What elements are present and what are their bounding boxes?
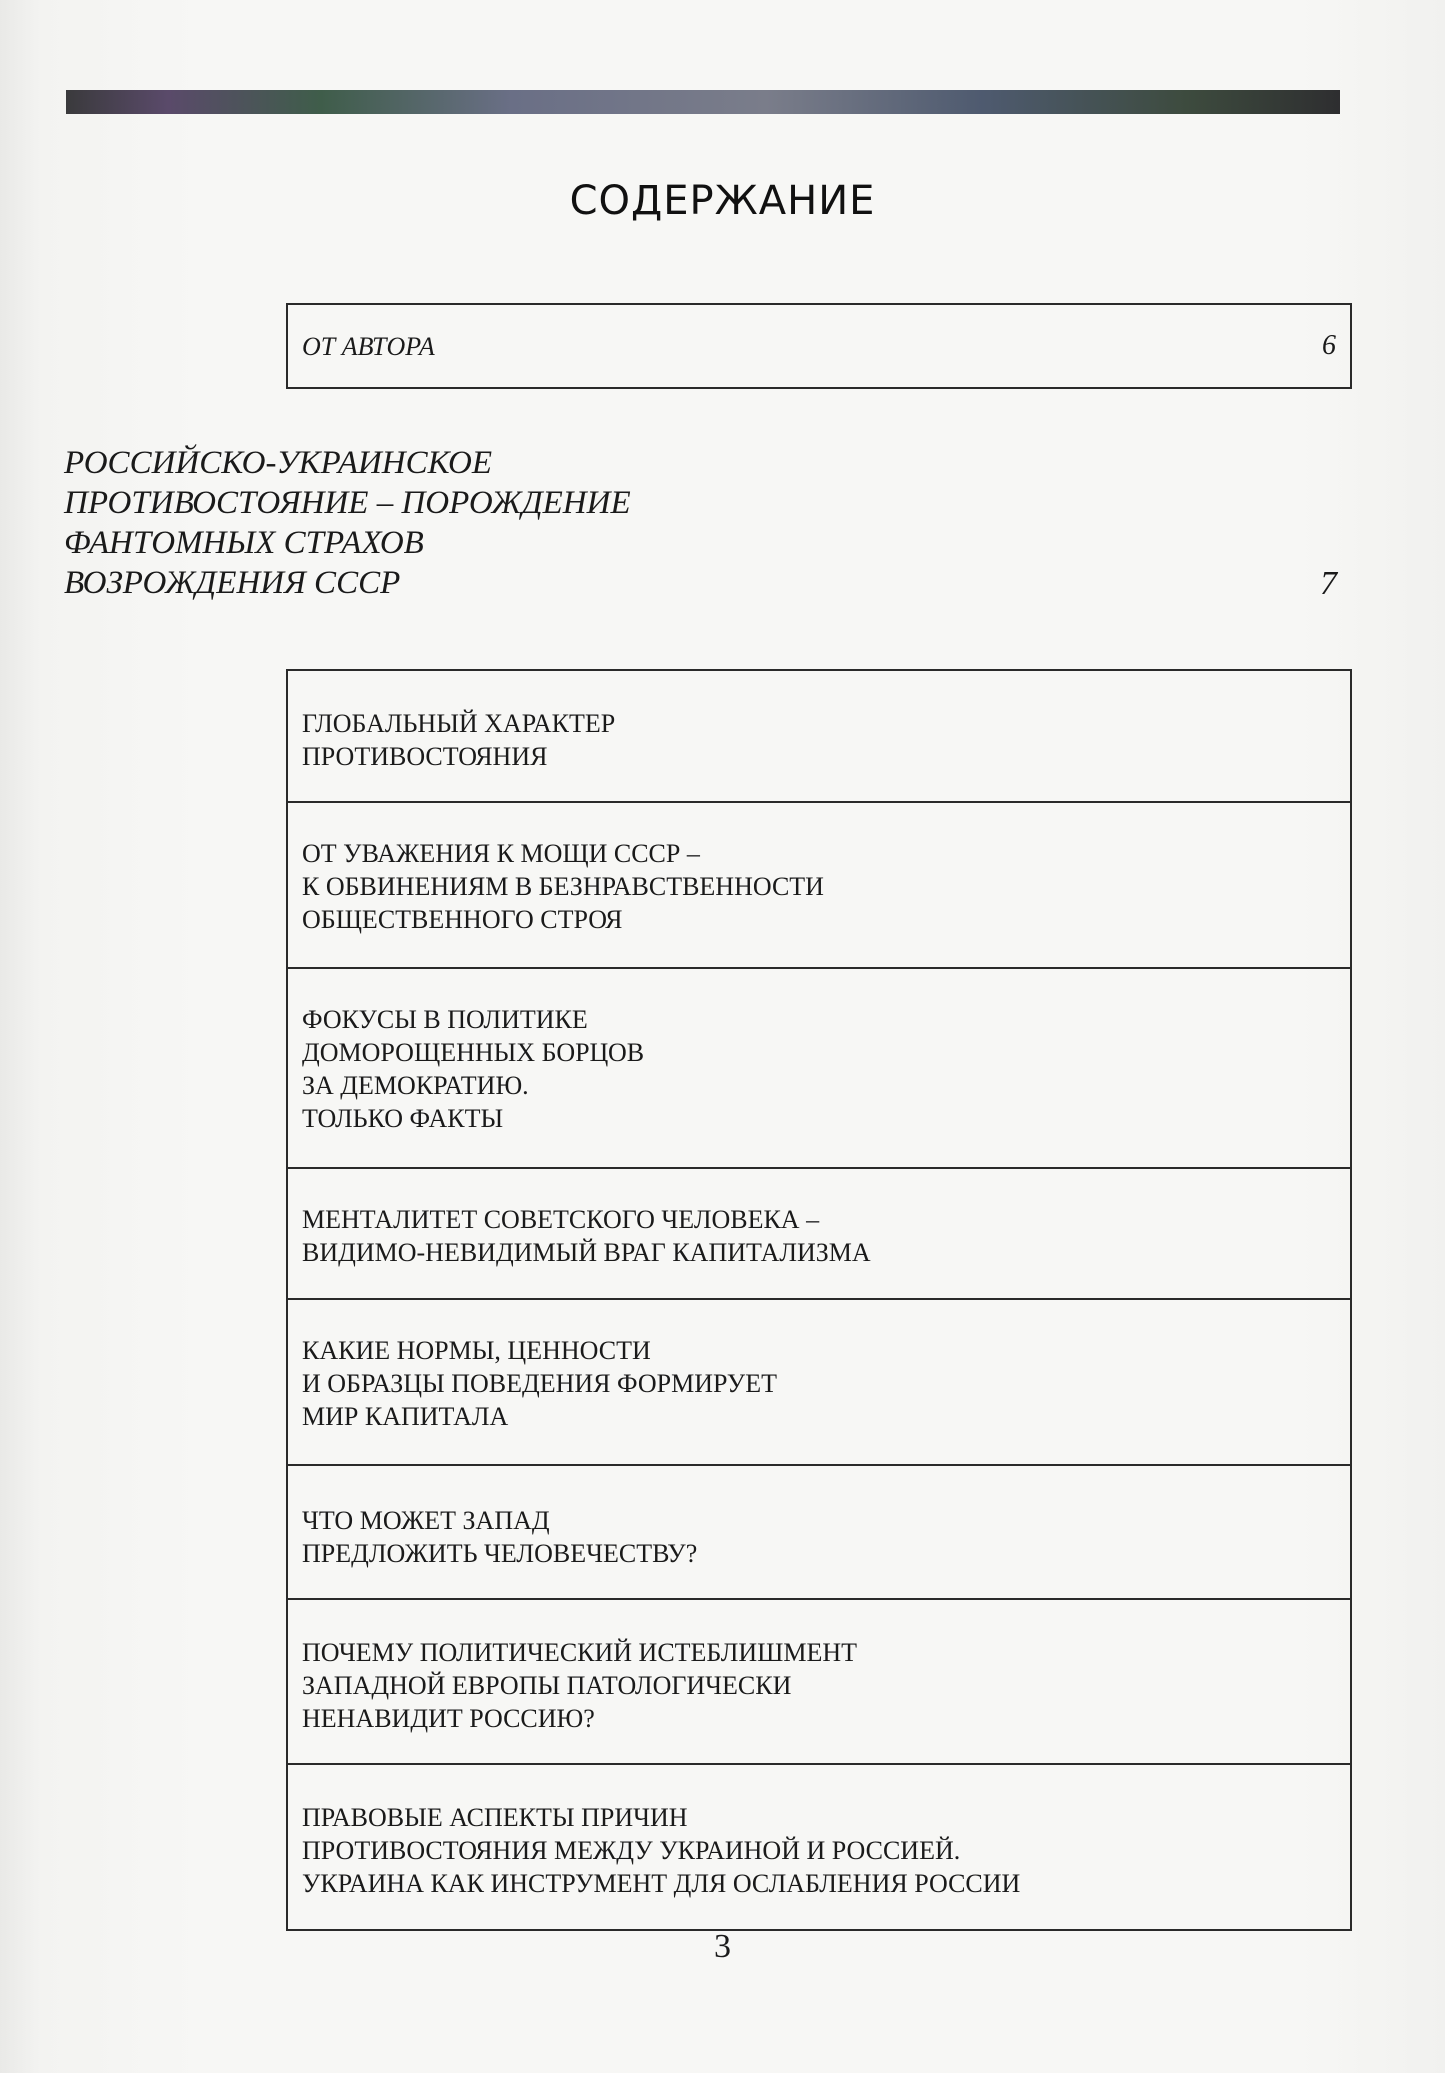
chapter-title-line: ФОКУСЫ В ПОЛИТИКЕ — [302, 1005, 588, 1034]
page-title: СОДЕРЖАНИЕ — [569, 178, 876, 224]
chapter-title-line: КАКИЕ НОРМЫ, ЦЕННОСТИ — [302, 1336, 651, 1365]
chapter-title-line: ГЛОБАЛЬНЫЙ ХАРАКТЕР — [302, 709, 616, 738]
part-title-line: ВОЗРОЖДЕНИЯ СССР — [64, 565, 401, 601]
chapter-title-line: НЕНАВИДИТ РОССИЮ? — [302, 1704, 595, 1733]
chapter-entry — [288, 1300, 1350, 1466]
chapter-title — [302, 707, 615, 773]
chapter-title-line: МЕНТАЛИТЕТ СОВЕТСКОГО ЧЕЛОВЕКА – — [302, 1205, 820, 1234]
chapter-title — [302, 837, 824, 936]
part-title-line: РОССИЙСКО-УКРАИНСКОЕ — [64, 445, 493, 481]
chapter-title-line: ТОЛЬКО ФАКТЫ — [302, 1104, 504, 1133]
chapter-title-line: ПОЧЕМУ ПОЛИТИЧЕСКИЙ ИСТЕБЛИШМЕНТ — [302, 1638, 858, 1667]
chapter-title-line: ОТ УВАЖЕНИЯ К МОЩИ СССР – — [302, 839, 700, 868]
chapter-list — [286, 669, 1352, 1931]
chapter-entry — [288, 969, 1350, 1169]
chapter-entry — [288, 1466, 1350, 1600]
chapter-entry — [288, 671, 1350, 803]
chapter-title-line: ВИДИМО-НЕВИДИМЫЙ ВРАГ КАПИТАЛИЗМА — [302, 1238, 871, 1267]
chapter-title-line: ДОМОРОЩЕННЫХ БОРЦОВ — [302, 1038, 645, 1067]
decorative-header-bar — [66, 90, 1340, 114]
chapter-title-line: МИР КАПИТАЛА — [302, 1402, 509, 1431]
chapter-entry — [288, 803, 1350, 969]
chapter-title-line: ПРЕДЛОЖИТЬ ЧЕЛОВЕЧЕСТВУ? — [302, 1539, 698, 1568]
chapter-title-line: ЧТО МОЖЕТ ЗАПАД — [302, 1506, 550, 1535]
chapter-title — [302, 1636, 857, 1735]
foreword-title: ОТ АВТОРА — [302, 332, 435, 361]
part-title — [64, 443, 964, 603]
chapter-title-line: УКРАИНА КАК ИНСТРУМЕНТ ДЛЯ ОСЛАБЛЕНИЯ РОССИИ — [302, 1869, 1021, 1898]
chapter-title-line: ЗА ДЕМОКРАТИЮ. — [302, 1071, 529, 1100]
page-number: 3 — [714, 1928, 731, 1965]
chapter-title — [302, 1504, 697, 1570]
part-title-line: ФАНТОМНЫХ СТРАХОВ — [64, 525, 424, 561]
foreword-page-number: 6 — [1322, 330, 1336, 361]
chapter-title — [302, 1203, 871, 1269]
chapter-title-line: ОБЩЕСТВЕННОГО СТРОЯ — [302, 905, 623, 934]
chapter-title-line: ЗАПАДНОЙ ЕВРОПЫ ПАТОЛОГИЧЕСКИ — [302, 1671, 792, 1700]
chapter-title-line: ПРОТИВОСТОЯНИЯ МЕЖДУ УКРАИНОЙ И РОССИЕЙ. — [302, 1836, 961, 1865]
chapter-title-line: К ОБВИНЕНИЯМ В БЕЗНРАВСТВЕННОСТИ — [302, 872, 824, 901]
chapter-entry — [288, 1169, 1350, 1300]
chapter-entry — [288, 1765, 1350, 1929]
foreword-entry — [286, 303, 1352, 389]
chapter-title — [302, 1003, 644, 1135]
part-title-line: ПРОТИВОСТОЯНИЕ – ПОРОЖДЕНИЕ — [64, 485, 631, 521]
chapter-title — [302, 1801, 1020, 1900]
part-page-number: 7 — [1320, 565, 1337, 602]
chapter-title-line: ПРОТИВОСТОЯНИЯ — [302, 742, 548, 771]
chapter-title-line: И ОБРАЗЦЫ ПОВЕДЕНИЯ ФОРМИРУЕТ — [302, 1369, 777, 1398]
chapter-entry — [288, 1600, 1350, 1765]
chapter-title — [302, 1334, 777, 1433]
chapter-title-line: ПРАВОВЫЕ АСПЕКТЫ ПРИЧИН — [302, 1803, 688, 1832]
